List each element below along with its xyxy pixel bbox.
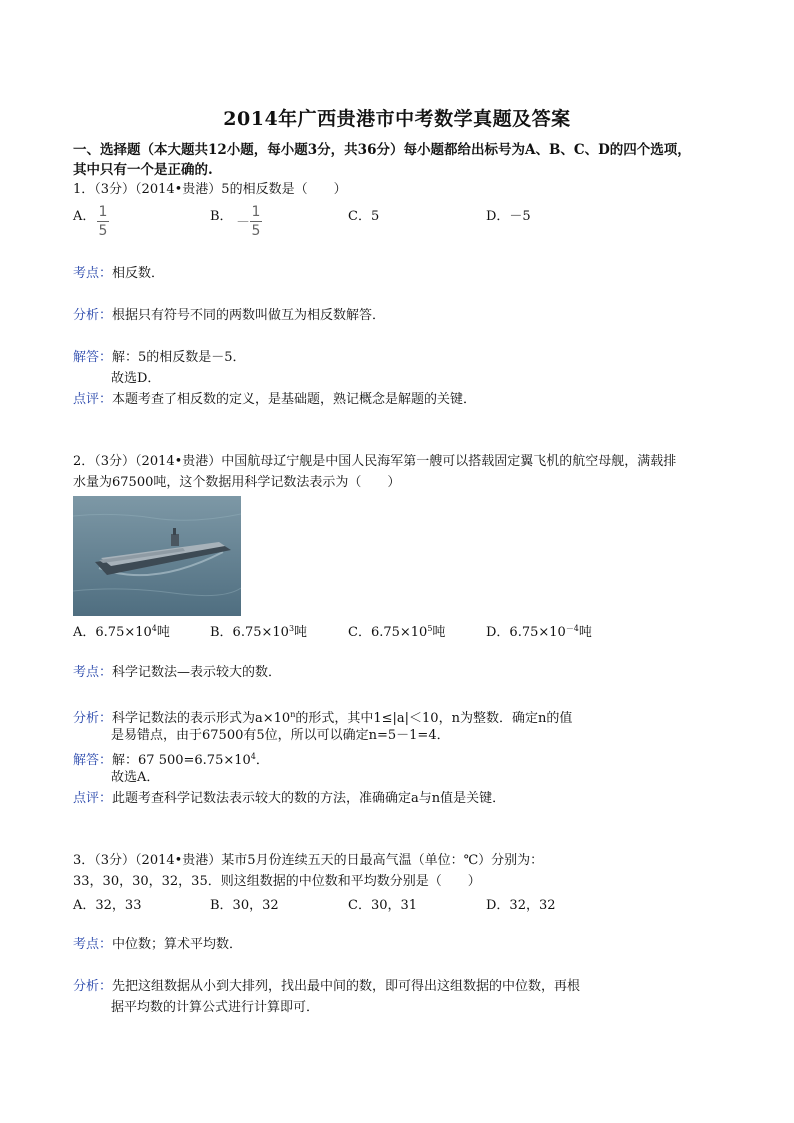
q2-option-d	[486, 621, 592, 640]
doc-title: 2014年广西贵港市中考数学真题及答案	[223, 108, 571, 130]
q1-option-b-fraction	[250, 204, 262, 239]
label-jieda: 解答：	[73, 753, 113, 768]
q2-option-d-exponent: －4	[565, 624, 579, 633]
q2-fenxi-post: 的形式，其中1≤|a|＜10，n为整数．确定n的值	[295, 711, 573, 726]
q1-kaodian	[73, 264, 164, 284]
q3-stem-1: 3．（3分）（2014•贵港）某市5月份连续五天的日最高气温（单位：℃）分别为：	[73, 853, 544, 868]
q2-option-d-base: D．6.75×10	[486, 625, 566, 640]
q1-stem: 1．（3分）（2014•贵港）5的相反数是（ ）	[73, 182, 347, 197]
q1-option-a-fraction	[97, 204, 109, 239]
label-kaodian: 考点：	[73, 266, 113, 281]
fraction-numerator: 1	[98, 204, 108, 220]
q3-option-a: A．32，33	[73, 898, 142, 913]
q1-option-a: A．	[73, 209, 96, 224]
q3-option-c: C．30，31	[348, 898, 418, 913]
q2-option-c-exponent: 5	[427, 624, 433, 633]
label-fenxi: 分析：	[73, 308, 113, 323]
q1-option-c: C．5	[348, 209, 380, 224]
q1-option-b-minus: －	[236, 215, 250, 231]
label-kaodian: 考点：	[73, 665, 113, 680]
q1-dianping	[73, 390, 476, 410]
q1-fenxi-text: 根据只有符号不同的两数叫做互为相反数解答．	[112, 308, 386, 323]
q2-option-c	[348, 621, 445, 640]
q2-option-b-exponent: 3	[288, 624, 295, 633]
q2-jieda-2: 故选A．	[111, 770, 160, 785]
label-jieda: 解答：	[73, 350, 113, 365]
section-heading-1: 一、选择题（本大题共12小题，每小题3分，共36分）每小题都给出标号为A、B、C、D的四个选项，	[73, 142, 691, 158]
q2-jieda-exponent: 4	[250, 752, 256, 761]
q2-fenxi-pre: 科学记数法的表示形式为a×10	[112, 711, 291, 726]
q2-stem-1: 2．（3分）（2014•贵港）中国航母辽宁舰是中国人民海军第一艘可以搭载固定翼飞机的航空母舰，满载排	[73, 454, 677, 469]
q3-kaodian	[73, 935, 242, 955]
q1-option-b: B．	[210, 209, 233, 224]
q3-option-d: D．32，32	[486, 898, 556, 913]
label-dianping: 点评：	[73, 392, 113, 407]
q2-option-d-unit: 吨	[578, 625, 592, 640]
label-fenxi: 分析：	[73, 979, 113, 994]
aircraft-carrier-image	[73, 496, 241, 616]
q2-fenxi-exponent: n	[290, 710, 296, 719]
q2-dianping-text: 此题考查科学记数法表示较大的数的方法，准确确定a与n值是关键．	[112, 791, 506, 806]
q2-option-a-unit: 吨	[156, 625, 170, 640]
q2-option-c-base: C．6.75×10	[348, 625, 428, 640]
q1-jieda-2: 故选D．	[111, 371, 161, 386]
q2-fenxi-2: 是易错点，由于67500有5位，所以可以确定n=5－1=4．	[111, 728, 450, 743]
fraction-numerator: 1	[251, 204, 261, 220]
label-kaodian: 考点：	[73, 937, 113, 952]
aircraft-carrier-photo	[73, 496, 241, 616]
q1-jieda-text: 解：5的相反数是－5．	[112, 350, 246, 365]
q1-jieda	[73, 348, 246, 368]
q2-option-b-unit: 吨	[294, 625, 308, 640]
q1-fenxi	[73, 306, 385, 326]
q1-dianping-text: 本题考查了相反数的定义，是基础题，熟记概念是解题的关键．	[112, 392, 477, 407]
q3-fenxi	[73, 977, 580, 997]
section-heading-2: 其中只有一个是正确的.	[73, 162, 213, 178]
q2-jieda	[73, 747, 269, 771]
label-fenxi: 分析：	[73, 711, 113, 726]
fraction-denominator: 5	[98, 223, 108, 239]
q1-option-d: D．－5	[486, 209, 531, 224]
q2-dianping	[73, 789, 505, 809]
q1-kaodian-text: 相反数．	[112, 266, 165, 281]
q2-option-c-unit: 吨	[432, 625, 446, 640]
q3-fenxi-2: 据平均数的计算公式进行计算即可．	[111, 1000, 320, 1015]
q3-kaodian-text: 中位数；算术平均数．	[112, 937, 243, 952]
fraction-denominator: 5	[251, 223, 261, 239]
q2-option-a	[73, 621, 170, 640]
q3-stem-2: 33，30，30，32，35．则这组数据的中位数和平均数分别是（ ）	[73, 874, 481, 889]
q2-option-a-exponent: 4	[151, 624, 157, 633]
q2-jieda-pre: 解：67 500=6.75×10	[112, 753, 251, 768]
q2-option-b-base: B．6.75×10	[210, 625, 289, 640]
q3-option-b: B．30，32	[210, 898, 279, 913]
q2-stem-2: 水量为67500吨，这个数据用科学记数法表示为（ ）	[73, 475, 401, 490]
q2-jieda-post: ．	[255, 753, 269, 768]
q2-kaodian-text: 科学记数法—表示较大的数．	[112, 665, 282, 680]
q2-option-b	[210, 621, 307, 640]
label-dianping: 点评：	[73, 791, 113, 806]
q2-option-a-base: A．6.75×10	[73, 625, 152, 640]
q3-fenxi-text: 先把这组数据从小到大排列，找出最中间的数，即可得出这组数据的中位数，再根	[112, 979, 581, 994]
fraction-bar	[97, 221, 109, 222]
q2-kaodian	[73, 663, 281, 683]
fraction-bar	[250, 221, 262, 222]
